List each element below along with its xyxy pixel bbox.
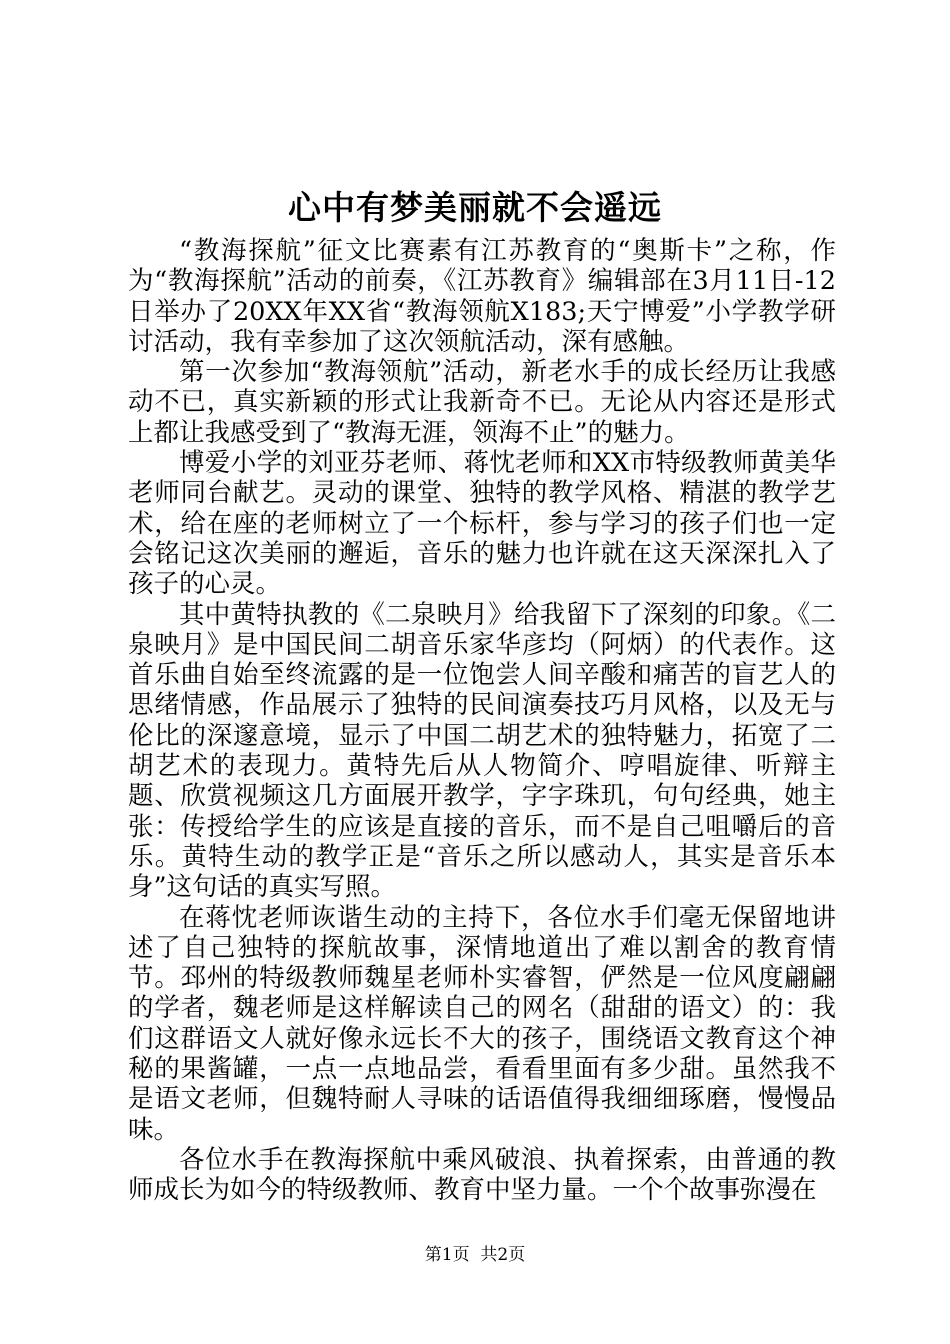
paragraph-5: 在蒋忱老师诙谐生动的主持下，各位水手们毫无保留地讲述了自己独特的探航故事，深情地道出了难以割舍的教育情节。邳州的特级教师魏星老师朴实睿智，俨然是一位风度翩翩的学者，魏老师是这样解读自己的网名（甜甜的语文）的：我们这群语文人就好像永远长不大的孩子，围绕语文教育这个神秘的果酱罐，一点一点地品尝，看看里面有多少甜。虽然我不是语文老师，但魏特耐人寻味的话语值得我细细琢磨，慢慢品味。 <box>128 902 836 1145</box>
page-total: 共2页 <box>480 1245 526 1265</box>
paragraph-1: “教海探航”征文比赛素有江苏教育的“奥斯卡”之称，作为“教海探航”活动的前奏，《江苏教育》编辑部在3月11日-12日举办了20XX年XX省“教海领航X183;天宁博爱”小学教学研讨活动，我有幸参加了这次领航活动，深有感触。 <box>128 236 836 357</box>
page-footer <box>0 1244 950 1266</box>
page-title: 心中有梦美丽就不会遥远 <box>288 188 662 227</box>
paragraph-3: 博爱小学的刘亚芬老师、蒋忱老师和XX市特级教师黄美华老师同台献艺。灵动的课堂、独特的教学风格、精湛的教学艺术，给在座的老师树立了一个标杆，参与学习的孩子们也一定会铭记这次美丽的邂逅，音乐的魅力也许就在这天深深扎入了孩子的心灵。 <box>128 448 836 600</box>
page-number: 第1页 <box>424 1245 470 1265</box>
article-body <box>128 236 836 1206</box>
paragraph-2: 第一次参加“教海领航”活动，新老水手的成长经历让我感动不已，真实新颖的形式让我新奇不已。无论从内容还是形式上都让我感受到了“教海无涯，领海不止”的魅力。 <box>128 357 836 448</box>
paragraph-4: 其中黄特执教的《二泉映月》给我留下了深刻的印象。《二泉映月》是中国民间二胡音乐家华彦均（阿炳）的代表作。这首乐曲自始至终流露的是一位饱尝人间辛酸和痛苦的盲艺人的思绪情感，作品展示了独特的民间演奏技巧月风格，以及无与伦比的深邃意境，显示了中国二胡艺术的独特魅力，拓宽了二胡艺术的表现力。黄特先后从人物简介、哼唱旋律、听辩主题、欣赏视频这几方面展开教学，字字珠玑，句句经典，她主张：传授给学生的应该是直接的音乐，而不是自己咀嚼后的音乐。黄特生动的教学正是“音乐之所以感动人，其实是音乐本身”这句话的真实写照。 <box>128 599 836 903</box>
paragraph-6: 各位水手在教海探航中乘风破浪、执着探索，由普通的教师成长为如今的特级教师、教育中坚力量。一个个故事弥漫在 <box>128 1144 836 1206</box>
